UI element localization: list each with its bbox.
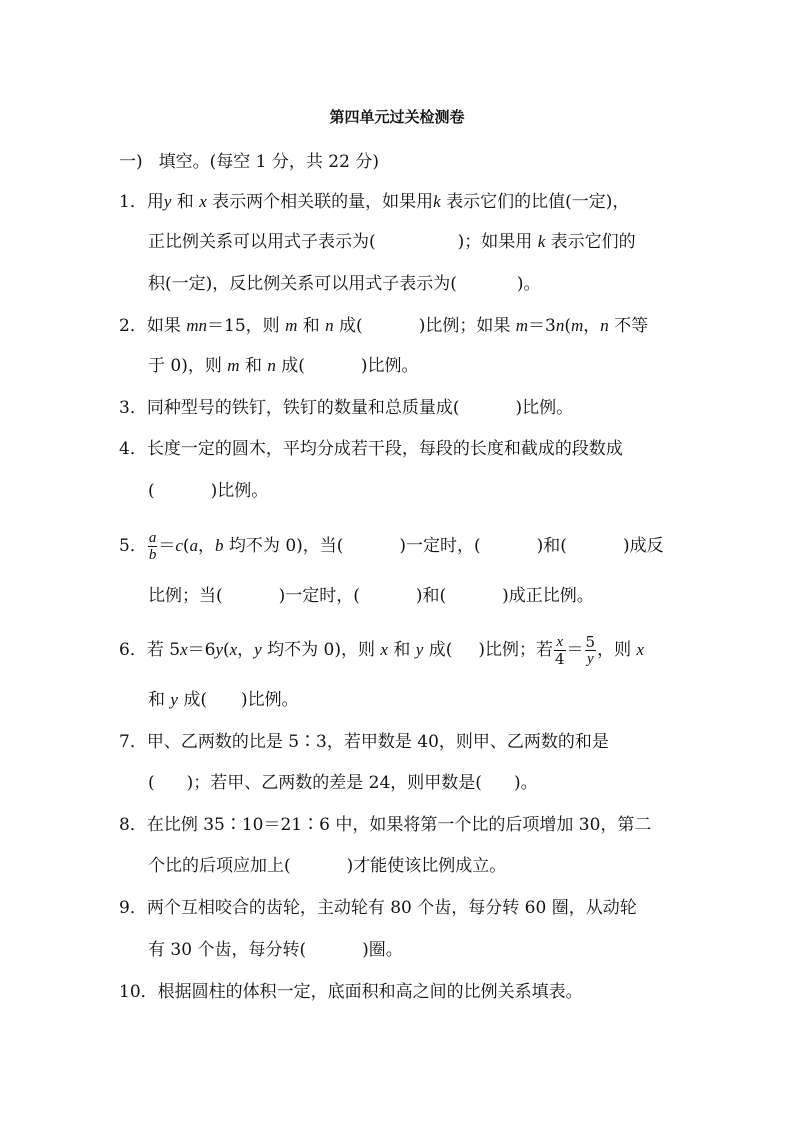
q9-text: 有 30 个齿，每分转( (148, 940, 307, 960)
q2-text: 成( (275, 356, 305, 376)
q1-text: 和 (171, 192, 200, 212)
q2-text: )比例；如果 (418, 316, 516, 336)
q6-text: 成( (177, 690, 207, 710)
fraction-denominator: y (586, 651, 594, 667)
q6-text: 和 (387, 640, 416, 660)
q1-text: 表示它们的比值(一定)， (440, 192, 630, 212)
q7-text: 甲、乙两数的比是 5∶3，若甲数是 40，则甲、乙两数的和是 (146, 732, 609, 752)
q8-line1 (119, 813, 651, 837)
q2-text: 如果 (146, 316, 187, 336)
q6-text: 成( (423, 640, 453, 660)
q2-text: 于 0)，则 (148, 356, 228, 376)
q6-text: 均不为 0)，则 (261, 640, 381, 660)
q6-line1 (119, 634, 644, 667)
q2-text: ＝15，则 (207, 316, 286, 336)
q5-line2 (148, 584, 594, 608)
q6-text: ，则 (597, 640, 637, 660)
question-number: 4． (119, 439, 147, 459)
q5-text: )和( (536, 536, 567, 556)
var-n: n (555, 316, 565, 335)
question-number: 8． (119, 815, 147, 835)
q6-text: ＝6 (187, 640, 216, 660)
var-y: y (215, 640, 223, 659)
q6-text: ( (222, 640, 230, 660)
q6-text: )比例。 (241, 690, 299, 710)
q8-text: 在比例 35∶10＝21∶6 中，如果将第一个比的后项增加 30，第二 (146, 815, 652, 835)
q1-line1 (119, 190, 629, 214)
var-x: x (636, 640, 645, 659)
q2-text: ＝3 (528, 316, 556, 336)
q2-text: 和 (297, 316, 326, 336)
q3-text: 同种型号的铁钉，铁钉的数量和总质量成( (146, 398, 460, 418)
section-label: 一) (119, 152, 143, 172)
q9-line2 (148, 938, 403, 962)
q5-text: )成反 (622, 536, 664, 556)
q1-line2 (148, 230, 636, 254)
q2-text: 和 (239, 356, 268, 376)
q1-text: 表示两个相关联的量，如果用 (206, 192, 434, 212)
q8-text: 个比的后项应加上( (148, 856, 291, 876)
var-b: b (215, 536, 224, 555)
fraction-numerator: 5 (585, 633, 596, 651)
q9-line1 (119, 896, 637, 920)
q6-text: ＝ (566, 640, 584, 660)
q6-text: )比例；若 (478, 640, 553, 660)
q6-text: 若 5 (146, 640, 181, 660)
fraction-numerator: a (148, 530, 157, 546)
q1-text: )；如果用 (457, 232, 538, 252)
fraction-denominator: b (148, 547, 157, 563)
q3-text: )比例。 (515, 398, 574, 418)
question-number: 5． (119, 536, 147, 556)
var-c: c (175, 536, 183, 555)
q5-text: 比例；当( (148, 586, 223, 606)
q4-line1 (119, 437, 623, 461)
var-m: m (515, 316, 529, 335)
q5-text: )成正比例。 (502, 586, 594, 606)
q5-text: )和( (415, 586, 447, 606)
question-number: 6． (119, 640, 147, 660)
question-number: 9． (119, 898, 147, 918)
var-x: x (380, 640, 388, 659)
q7-text: )。 (513, 773, 538, 793)
q5-text: ＝ (158, 536, 176, 556)
var-m: m (227, 356, 240, 375)
q5-text: ( (182, 536, 190, 556)
q7-line2 (148, 771, 538, 795)
var-a: a (189, 536, 199, 555)
q5-text: ， (198, 536, 216, 556)
q5-text: )一定时，( (278, 586, 360, 606)
var-y: y (163, 192, 172, 211)
q8-line2 (148, 854, 506, 878)
q2-text: ( (564, 316, 571, 336)
page-title: 第四单元过关检测卷 (329, 108, 465, 126)
q5-text: )一定时，( (399, 536, 481, 556)
q8-text: )才能使该比例成立。 (346, 856, 507, 876)
q10-line1 (119, 980, 583, 1004)
q2-text: ， (583, 316, 601, 336)
q2-line1 (119, 314, 648, 338)
var-x: x (199, 192, 207, 211)
q6-text: ， (237, 640, 255, 660)
q4-text: ( (148, 481, 155, 501)
var-k: k (433, 192, 441, 211)
q5-text: 均不为 0)，当( (223, 536, 344, 556)
var-n: n (600, 316, 609, 335)
q6-line2 (148, 688, 299, 712)
q2-text: 成( (333, 316, 363, 336)
var-mn: mn (186, 316, 208, 335)
fraction-x-over-4 (554, 634, 566, 667)
q5-line1 (119, 530, 664, 563)
var-y: y (415, 640, 424, 659)
q9-text: 两个互相咬合的齿轮，主动轮有 80 个齿，每分转 60 圈，从动轮 (146, 898, 637, 918)
var-k: k (537, 232, 546, 251)
q7-text: )；若甲、乙两数的差是 24，则甲数是( (186, 773, 482, 793)
q3-line1 (119, 396, 573, 420)
q2-text: )比例。 (360, 356, 419, 376)
q4-text: )比例。 (210, 481, 269, 501)
question-number: 1． (119, 192, 147, 212)
q10-text: 根据圆柱的体积一定，底面积和高之间的比例关系填表。 (157, 982, 583, 1002)
fraction-numerator: x (554, 634, 566, 651)
var-y: y (254, 640, 262, 659)
q1-line3 (148, 272, 541, 296)
question-number: 7． (119, 732, 147, 752)
question-number: 3． (119, 398, 147, 418)
question-number: 10． (119, 982, 158, 1002)
q9-text: )圈。 (362, 940, 403, 960)
question-number: 2． (119, 316, 147, 336)
q1-text: 正比例关系可以用式子表示为( (148, 232, 376, 252)
var-y: y (170, 690, 178, 709)
fraction-denominator: 4 (554, 650, 565, 668)
q6-text: 和 (148, 690, 171, 710)
var-x: x (229, 640, 238, 659)
var-x: x (180, 640, 188, 659)
q2-text: 不等 (608, 316, 649, 336)
fraction-5-over-y (585, 634, 597, 667)
q1-text: )。 (516, 274, 541, 294)
section-heading (119, 150, 379, 174)
q1-text: 用 (146, 192, 164, 212)
q4-text: 长度一定的圆木，平均分成若干段，每段的长度和截成的段数成 (146, 439, 623, 459)
q4-line2 (148, 479, 268, 503)
q1-text: 积(一定)，反比例关系可以用式子表示为( (148, 274, 457, 294)
var-m: m (571, 316, 584, 335)
q1-text: 表示它们的 (545, 232, 636, 252)
q7-line1 (119, 730, 609, 754)
var-n: n (325, 316, 334, 335)
fraction-a-over-b (148, 530, 158, 563)
var-n: n (267, 356, 276, 375)
q2-line2 (148, 354, 419, 378)
q7-text: ( (148, 773, 155, 793)
section-text: 填空。(每空 1 分，共 22 分) (158, 152, 379, 172)
var-m: m (285, 316, 298, 335)
